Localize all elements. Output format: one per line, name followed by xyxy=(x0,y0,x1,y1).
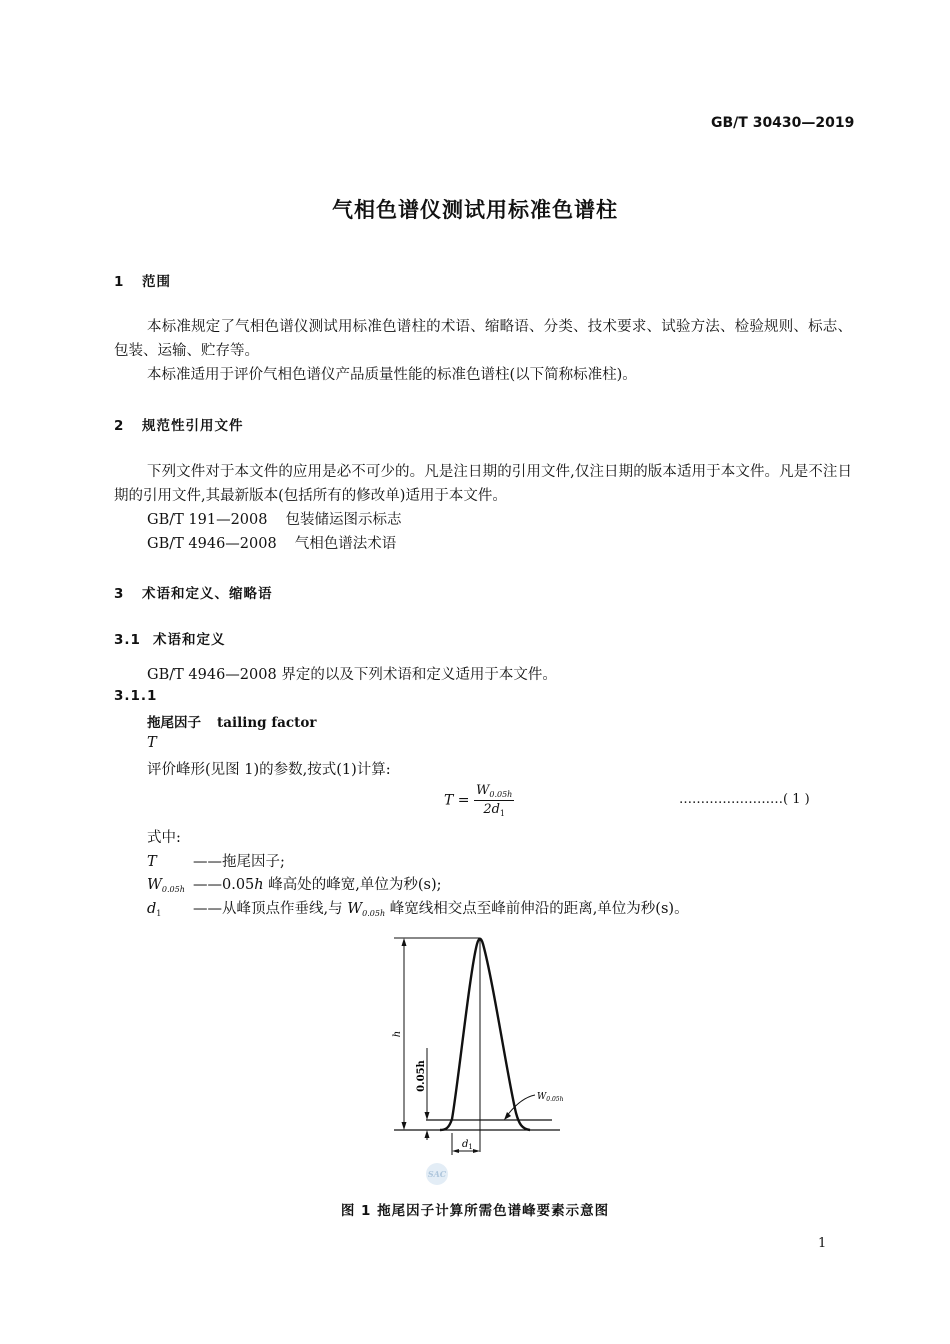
figure-caption: 图 1 拖尾因子计算所需色谱峰要素示意图 xyxy=(340,1203,610,1219)
where-desc-w: W xyxy=(347,901,363,917)
h-arrow-bottom xyxy=(402,1122,407,1130)
where-symbol-subscript: 1 xyxy=(156,909,162,918)
w-leader-arrow xyxy=(504,1112,511,1120)
sac-watermark-text: SAC xyxy=(427,1169,447,1179)
scope-paragraph-1: 本标准规定了气相色谱仪测试用标准色谱柱的术语、缩略语、分类、技术要求、试验方法、检验规则、标志、包装、运输、贮存等。 xyxy=(114,319,852,359)
where-item xyxy=(147,850,285,871)
reference-name: 包装储运图示标志 xyxy=(285,512,402,528)
w-symbol: W xyxy=(537,1092,547,1102)
terms-intro: GB/T 4946—2008 界定的以及下列术语和定义适用于本文件。 xyxy=(147,667,557,683)
where-dash: —— xyxy=(193,877,222,893)
d1-subscript: 1 xyxy=(468,1143,473,1151)
w-leader-line xyxy=(506,1095,535,1117)
where-desc-post: 峰宽线相交点至峰前伸沿的距离,单位为秒(s)。 xyxy=(385,901,689,917)
denominator-symbol: 2d xyxy=(483,802,500,817)
where-symbol: d xyxy=(147,901,157,917)
term-definition: 评价峰形(见图 1)的参数,按式(1)计算: xyxy=(147,762,391,778)
d1-arrow-right xyxy=(473,1149,480,1153)
w-label xyxy=(537,1092,564,1103)
where-symbol-subscript: 0.05h xyxy=(161,885,185,894)
where-symbol-group xyxy=(147,901,193,918)
where-desc-value: 0.05 xyxy=(222,877,255,893)
section-3-1-heading xyxy=(114,628,226,648)
where-desc: 峰高处的峰宽,单位为秒(s); xyxy=(263,877,442,893)
section-number: 1 xyxy=(114,274,125,290)
section-title: 术语和定义、缩略语 xyxy=(142,586,273,602)
reference-name: 气相色谱法术语 xyxy=(294,536,397,552)
page-number: 1 xyxy=(818,1236,827,1251)
where-symbol-group xyxy=(147,877,193,894)
where-symbol: W xyxy=(147,877,162,893)
section-1-heading xyxy=(114,270,171,290)
where-dash: —— xyxy=(193,854,222,870)
reference-code: GB/T 4946—2008 xyxy=(147,536,277,552)
denominator-subscript: 1 xyxy=(499,809,505,818)
standard-number: GB/T 30430—2019 xyxy=(711,115,855,131)
document-title: 气相色谱仪测试用标准色谱柱 xyxy=(332,198,618,222)
d1-symbol: d xyxy=(462,1139,469,1150)
where-dash: —— xyxy=(193,901,222,917)
section-number: 2 xyxy=(114,418,125,434)
numerator-subscript: 0.05h xyxy=(489,790,513,799)
formula xyxy=(444,783,514,818)
scope-paragraph-2: 本标准适用于评价气相色谱仪产品质量性能的标准色谱柱(以下简称标准柱)。 xyxy=(147,367,637,383)
tailing-factor-figure xyxy=(380,930,580,1190)
section-number: 3 xyxy=(114,586,125,602)
formula-number xyxy=(679,792,810,807)
005h-arrow-top xyxy=(425,1112,430,1120)
reference-code: GB/T 191—2008 xyxy=(147,512,268,528)
h-label: h xyxy=(392,1030,403,1038)
term-entry xyxy=(147,711,316,731)
section-title: 范围 xyxy=(142,274,171,290)
d1-arrow-left xyxy=(452,1149,459,1153)
where-symbol: T xyxy=(147,854,157,870)
section-title: 术语和定义 xyxy=(153,632,226,648)
where-desc-w-subscript: 0.05h xyxy=(362,909,386,918)
h-arrow-top xyxy=(402,938,407,946)
formula-lhs: T = xyxy=(444,792,470,809)
term-symbol: T xyxy=(147,735,157,751)
where-desc-h: h xyxy=(254,877,264,893)
where-desc: 拖尾因子; xyxy=(222,854,285,870)
where-desc: 从峰顶点作垂线,与 xyxy=(222,901,348,917)
section-number: 3.1 xyxy=(114,632,141,648)
section-3-heading xyxy=(114,582,273,602)
chromatographic-peak xyxy=(440,939,530,1130)
term-english: tailing factor xyxy=(217,715,317,731)
section-3-1-1-number: 3.1.1 xyxy=(114,688,158,704)
where-intro: 式中: xyxy=(147,830,181,846)
formula-fraction xyxy=(474,783,514,818)
numerator-symbol: W xyxy=(475,783,490,798)
reference-item xyxy=(147,508,401,529)
w-subscript: 0.05h xyxy=(546,1096,564,1103)
section-2-heading xyxy=(114,414,244,434)
formula-label: ( 1 ) xyxy=(783,792,810,807)
005h-arrow-bottom xyxy=(425,1130,430,1138)
005h-label: 0.05h xyxy=(416,1060,427,1092)
references-paragraph: 下列文件对于本文件的应用是必不可少的。凡是注日期的引用文件,仅注日期的版本适用于本文件。凡是不注日期的引用文件,其最新版本(包括所有的修改单)适用于本文件。 xyxy=(114,464,852,504)
where-item xyxy=(147,897,689,918)
term-chinese: 拖尾因子 xyxy=(147,715,201,731)
formula-denominator xyxy=(474,801,514,818)
formula-dots: …………………… xyxy=(679,792,783,807)
d1-label xyxy=(462,1139,473,1151)
formula-numerator xyxy=(474,783,514,801)
reference-item xyxy=(147,532,396,553)
section-title: 规范性引用文件 xyxy=(142,418,244,434)
where-item xyxy=(147,873,442,894)
